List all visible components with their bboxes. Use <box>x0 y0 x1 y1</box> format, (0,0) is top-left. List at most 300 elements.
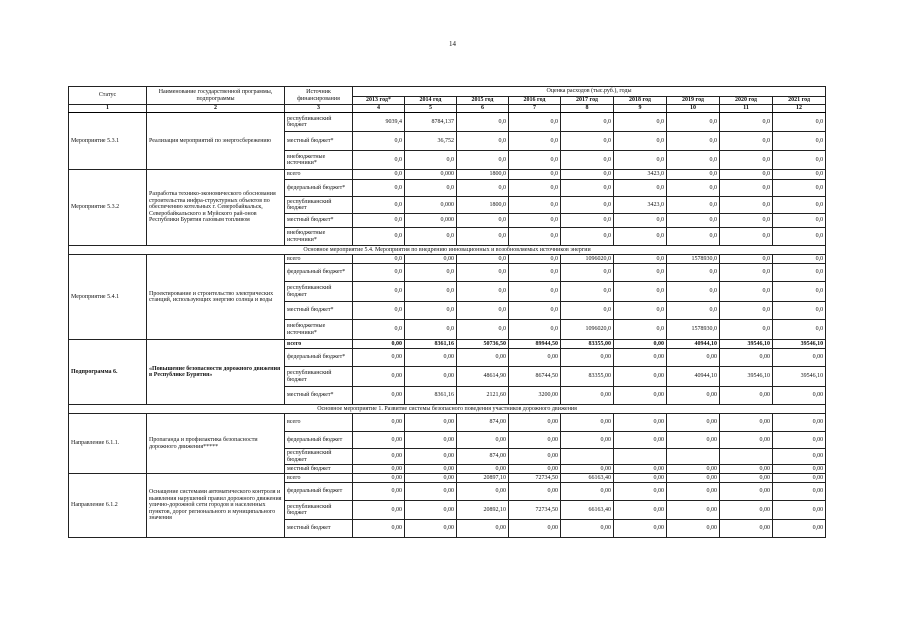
value-cell: 0,00 <box>614 520 667 538</box>
value-cell: 0,00 <box>405 474 457 483</box>
table-row <box>69 474 826 483</box>
value-cell: 0,0 <box>509 180 561 197</box>
source-cell: местный бюджет <box>285 465 353 474</box>
value-cell: 0,0 <box>614 180 667 197</box>
value-cell: 0,00 <box>773 449 826 465</box>
value-cell: 0,0 <box>561 228 614 246</box>
value-cell: 1800,0 <box>457 170 509 180</box>
value-cell: 0,0 <box>773 151 826 170</box>
value-cell: 0,00 <box>561 432 614 449</box>
column-number: 2 <box>147 105 285 113</box>
header-year: 2013 год* <box>353 97 405 105</box>
value-cell: 0,0 <box>614 228 667 246</box>
value-cell: 0,0 <box>353 264 405 282</box>
value-cell: 0,0 <box>509 197 561 214</box>
value-cell: 0,0 <box>509 113 561 132</box>
value-cell: 0,00 <box>773 483 826 501</box>
value-cell: 0,0 <box>667 170 720 180</box>
source-cell: всего <box>285 255 353 264</box>
value-cell <box>614 449 667 465</box>
value-cell: 0,0 <box>720 113 773 132</box>
value-cell: 0,00 <box>667 387 720 405</box>
value-cell: 0,00 <box>773 432 826 449</box>
section-row <box>69 246 826 255</box>
value-cell: 66163,40 <box>561 474 614 483</box>
status-cell: Мероприятие 5.3.2 <box>69 170 147 246</box>
value-cell: 0,00 <box>457 349 509 367</box>
value-cell: 0,0 <box>614 214 667 228</box>
value-cell: 0,0 <box>614 151 667 170</box>
source-cell: внебюджетные источники* <box>285 320 353 340</box>
value-cell: 0,0 <box>773 255 826 264</box>
value-cell: 0,00 <box>405 349 457 367</box>
value-cell: 0,00 <box>353 340 405 349</box>
value-cell: 0,0 <box>405 302 457 320</box>
value-cell: 0,00 <box>353 501 405 520</box>
source-cell: республиканский бюджет <box>285 367 353 387</box>
value-cell: 0,00 <box>720 474 773 483</box>
value-cell: 40944,10 <box>667 340 720 349</box>
value-cell: 0,0 <box>457 132 509 151</box>
value-cell: 0,0 <box>614 320 667 340</box>
value-cell: 3423,0 <box>614 170 667 180</box>
header-status: Статус <box>69 87 147 105</box>
value-cell: 0,00 <box>405 520 457 538</box>
value-cell: 0,0 <box>773 214 826 228</box>
value-cell: 0,00 <box>353 520 405 538</box>
value-cell: 0,0 <box>457 180 509 197</box>
value-cell: 0,00 <box>561 387 614 405</box>
source-cell: федеральный бюджет* <box>285 349 353 367</box>
value-cell: 8361,16 <box>405 387 457 405</box>
value-cell: 0,0 <box>509 282 561 302</box>
value-cell: 0,0 <box>720 151 773 170</box>
value-cell: 3423,0 <box>614 197 667 214</box>
source-cell: местный бюджет* <box>285 214 353 228</box>
value-cell: 0,00 <box>773 387 826 405</box>
value-cell: 874,00 <box>457 414 509 432</box>
table-header <box>69 87 826 113</box>
value-cell: 0,0 <box>561 113 614 132</box>
source-cell: местный бюджет* <box>285 387 353 405</box>
value-cell: 0,0 <box>353 180 405 197</box>
value-cell: 39546,10 <box>773 367 826 387</box>
name-cell: Реализация мероприятий по энергосбережению <box>147 113 285 170</box>
value-cell: 0,00 <box>773 349 826 367</box>
value-cell: 0,00 <box>720 349 773 367</box>
value-cell: 1096020,0 <box>561 320 614 340</box>
value-cell: 0,0 <box>509 151 561 170</box>
column-number: 5 <box>405 105 457 113</box>
value-cell: 0,0 <box>457 255 509 264</box>
name-cell: Разработка технико-экономического обоснования строительства инфра-структурных объектов по обеспечению котельных г. Северобайкальск, Северобайкальского и Муйского рай-онов Республики Бурятия газовым топливом <box>147 170 285 246</box>
table-row <box>69 113 826 132</box>
value-cell: 0,00 <box>720 414 773 432</box>
value-cell: 36,752 <box>405 132 457 151</box>
value-cell: 0,00 <box>667 414 720 432</box>
value-cell: 39546,10 <box>720 367 773 387</box>
status-cell: Мероприятие 5.3.1 <box>69 113 147 170</box>
header-year: 2018 год <box>614 97 667 105</box>
value-cell: 0,00 <box>509 449 561 465</box>
value-cell: 0,0 <box>457 214 509 228</box>
value-cell: 0,00 <box>353 449 405 465</box>
source-cell: местный бюджет* <box>285 302 353 320</box>
column-number: 4 <box>353 105 405 113</box>
value-cell: 0,00 <box>509 432 561 449</box>
source-cell: республиканский бюджет <box>285 113 353 132</box>
source-cell: федеральный бюджет <box>285 432 353 449</box>
value-cell: 0,0 <box>561 151 614 170</box>
value-cell: 0,0 <box>773 320 826 340</box>
value-cell: 0,0 <box>667 113 720 132</box>
value-cell: 72734,50 <box>509 501 561 520</box>
value-cell: 0,00 <box>614 432 667 449</box>
value-cell: 0,00 <box>405 414 457 432</box>
value-cell: 0,0 <box>509 170 561 180</box>
value-cell: 0,00 <box>353 432 405 449</box>
value-cell: 0,00 <box>405 449 457 465</box>
status-cell: Мероприятие 5.4.1 <box>69 255 147 340</box>
value-cell: 1800,0 <box>457 197 509 214</box>
column-number: 1 <box>69 105 147 113</box>
value-cell: 0,00 <box>720 387 773 405</box>
value-cell: 0,0 <box>667 282 720 302</box>
value-cell: 0,00 <box>667 432 720 449</box>
value-cell: 3200,00 <box>509 387 561 405</box>
table-body <box>69 113 826 538</box>
value-cell: 0,00 <box>353 483 405 501</box>
value-cell: 0,0 <box>353 228 405 246</box>
value-cell: 0,00 <box>457 465 509 474</box>
value-cell: 0,00 <box>667 474 720 483</box>
value-cell: 20897,10 <box>457 474 509 483</box>
value-cell: 0,0 <box>509 228 561 246</box>
value-cell: 0,00 <box>561 465 614 474</box>
value-cell: 0,0 <box>614 282 667 302</box>
value-cell: 0,00 <box>405 367 457 387</box>
section-row <box>69 405 826 414</box>
source-cell: республиканский бюджет <box>285 197 353 214</box>
value-cell: 0,00 <box>667 465 720 474</box>
value-cell: 0,0 <box>773 302 826 320</box>
value-cell: 0,00 <box>405 465 457 474</box>
value-cell: 0,00 <box>405 432 457 449</box>
value-cell: 8784,137 <box>405 113 457 132</box>
value-cell: 9039,4 <box>353 113 405 132</box>
value-cell: 0,000 <box>405 170 457 180</box>
table-row <box>69 414 826 432</box>
value-cell: 0,0 <box>561 264 614 282</box>
value-cell: 39546,10 <box>773 340 826 349</box>
table-row <box>69 255 826 264</box>
value-cell <box>561 449 614 465</box>
value-cell: 0,0 <box>720 255 773 264</box>
value-cell: 0,00 <box>773 474 826 483</box>
value-cell: 0,00 <box>509 349 561 367</box>
value-cell: 0,0 <box>561 214 614 228</box>
value-cell: 0,0 <box>457 151 509 170</box>
value-cell: 89944,50 <box>509 340 561 349</box>
header-source: Источник финансирования <box>285 87 353 105</box>
value-cell: 0,0 <box>720 170 773 180</box>
value-cell: 0,0 <box>457 302 509 320</box>
value-cell: 0,0 <box>353 255 405 264</box>
value-cell: 0,00 <box>614 501 667 520</box>
value-cell: 0,0 <box>405 282 457 302</box>
value-cell: 0,0 <box>720 228 773 246</box>
value-cell: 2121,60 <box>457 387 509 405</box>
value-cell: 1578930,0 <box>667 255 720 264</box>
value-cell: 0,0 <box>667 197 720 214</box>
value-cell: 0,0 <box>405 228 457 246</box>
value-cell: 0,00 <box>614 414 667 432</box>
value-cell: 0,00 <box>720 501 773 520</box>
header-year: 2015 год <box>457 97 509 105</box>
column-number: 9 <box>614 105 667 113</box>
value-cell: 0,0 <box>773 228 826 246</box>
column-number: 3 <box>285 105 353 113</box>
value-cell: 0,00 <box>614 465 667 474</box>
value-cell: 0,0 <box>405 180 457 197</box>
header-estimate: Оценка расходов (тыс.руб.), годы <box>353 87 826 97</box>
value-cell: 0,0 <box>720 320 773 340</box>
value-cell: 0,0 <box>667 180 720 197</box>
value-cell: 0,0 <box>509 132 561 151</box>
value-cell: 0,00 <box>773 465 826 474</box>
value-cell: 0,0 <box>773 170 826 180</box>
source-cell: всего <box>285 414 353 432</box>
source-cell: всего <box>285 474 353 483</box>
value-cell: 0,0 <box>561 170 614 180</box>
value-cell: 0,0 <box>667 151 720 170</box>
value-cell: 0,00 <box>405 255 457 264</box>
value-cell: 874,00 <box>457 449 509 465</box>
source-cell: республиканский бюджет <box>285 282 353 302</box>
value-cell: 0,0 <box>561 132 614 151</box>
value-cell: 0,0 <box>457 264 509 282</box>
value-cell: 0,0 <box>614 302 667 320</box>
value-cell: 0,0 <box>405 151 457 170</box>
name-cell: Оснащение системами автоматического контроля и выявления нарушений правил дорожного движения улично-дорожной сети городов и населенных пунктов, дорог регионального и муниципального значения <box>147 474 285 538</box>
value-cell: 0,00 <box>509 414 561 432</box>
column-number: 11 <box>720 105 773 113</box>
value-cell: 0,000 <box>405 197 457 214</box>
header-name: Наименование государственной программы, подпрограммы <box>147 87 285 105</box>
value-cell: 0,0 <box>667 214 720 228</box>
value-cell: 0,00 <box>457 520 509 538</box>
value-cell: 0,00 <box>457 432 509 449</box>
source-cell: федеральный бюджет* <box>285 264 353 282</box>
value-cell: 0,0 <box>457 228 509 246</box>
value-cell: 0,00 <box>773 520 826 538</box>
value-cell: 20892,10 <box>457 501 509 520</box>
value-cell: 0,0 <box>667 228 720 246</box>
value-cell: 0,0 <box>667 302 720 320</box>
value-cell: 0,0 <box>561 302 614 320</box>
value-cell: 0,00 <box>353 474 405 483</box>
status-cell: Направление 6.1.2 <box>69 474 147 538</box>
value-cell: 0,0 <box>509 302 561 320</box>
value-cell: 0,00 <box>773 414 826 432</box>
value-cell: 1096020,0 <box>561 255 614 264</box>
name-cell: Проектирование и строительство электрических станций, использующих энергию солнца и воды <box>147 255 285 340</box>
value-cell: 0,00 <box>561 520 614 538</box>
page-number: 14 <box>449 40 456 48</box>
value-cell: 0,00 <box>667 483 720 501</box>
value-cell: 0,0 <box>457 320 509 340</box>
source-cell: республиканский бюджет <box>285 501 353 520</box>
column-number: 7 <box>509 105 561 113</box>
value-cell: 0,0 <box>561 282 614 302</box>
value-cell: 0,0 <box>720 264 773 282</box>
value-cell: 0,00 <box>509 483 561 501</box>
value-cell: 0,00 <box>509 465 561 474</box>
value-cell: 0,00 <box>405 501 457 520</box>
value-cell: 0,0 <box>353 282 405 302</box>
value-cell: 0,0 <box>353 197 405 214</box>
value-cell: 0,0 <box>667 264 720 282</box>
value-cell: 0,0 <box>773 197 826 214</box>
value-cell: 0,00 <box>353 465 405 474</box>
value-cell: 0,0 <box>720 132 773 151</box>
value-cell: 0,0 <box>720 197 773 214</box>
value-cell: 0,00 <box>614 349 667 367</box>
value-cell: 72734,50 <box>509 474 561 483</box>
value-cell <box>667 449 720 465</box>
value-cell: 0,00 <box>667 501 720 520</box>
value-cell: 0,00 <box>614 367 667 387</box>
value-cell: 0,0 <box>405 264 457 282</box>
value-cell: 0,0 <box>405 320 457 340</box>
header-year: 2016 год <box>509 97 561 105</box>
value-cell: 0,0 <box>353 132 405 151</box>
source-cell: местный бюджет <box>285 520 353 538</box>
value-cell: 0,00 <box>353 349 405 367</box>
budget-table <box>68 86 826 538</box>
value-cell: 0,0 <box>720 214 773 228</box>
value-cell: 83355,00 <box>561 340 614 349</box>
value-cell: 0,0 <box>720 302 773 320</box>
value-cell: 0,00 <box>614 474 667 483</box>
header-year: 2021 год <box>773 97 826 105</box>
table-row <box>69 340 826 349</box>
section-title: Основное мероприятие 5.4. Мероприятия по внедрению инновационных и возобновляемых источников энергии <box>69 246 826 255</box>
source-cell: местный бюджет* <box>285 132 353 151</box>
source-cell: всего <box>285 340 353 349</box>
value-cell: 0,00 <box>773 501 826 520</box>
value-cell: 0,00 <box>614 340 667 349</box>
value-cell: 0,0 <box>614 255 667 264</box>
value-cell: 0,0 <box>667 132 720 151</box>
value-cell: 0,0 <box>561 180 614 197</box>
value-cell: 0,00 <box>405 483 457 501</box>
name-cell: Пропаганда и профилактика безопасности дорожного движения***** <box>147 414 285 474</box>
value-cell: 0,00 <box>720 432 773 449</box>
value-cell: 66163,40 <box>561 501 614 520</box>
value-cell: 0,00 <box>720 483 773 501</box>
value-cell: 86744,50 <box>509 367 561 387</box>
value-cell: 0,0 <box>509 264 561 282</box>
value-cell: 0,0 <box>509 255 561 264</box>
value-cell: 0,0 <box>457 113 509 132</box>
value-cell: 0,00 <box>720 520 773 538</box>
value-cell: 0,0 <box>509 214 561 228</box>
value-cell: 0,00 <box>457 483 509 501</box>
value-cell: 0,00 <box>509 520 561 538</box>
value-cell: 0,0 <box>353 170 405 180</box>
value-cell: 0,0 <box>773 113 826 132</box>
value-cell: 39546,10 <box>720 340 773 349</box>
source-cell: федеральный бюджет <box>285 483 353 501</box>
status-cell: Подпрограмма 6. <box>69 340 147 405</box>
column-number: 12 <box>773 105 826 113</box>
column-number: 8 <box>561 105 614 113</box>
value-cell: 83355,00 <box>561 367 614 387</box>
header-year: 2017 год <box>561 97 614 105</box>
value-cell: 0,00 <box>561 483 614 501</box>
value-cell: 0,00 <box>353 414 405 432</box>
value-cell: 0,0 <box>720 282 773 302</box>
value-cell: 0,00 <box>667 349 720 367</box>
value-cell: 40944,10 <box>667 367 720 387</box>
source-cell: всего <box>285 170 353 180</box>
value-cell: 0,0 <box>353 302 405 320</box>
value-cell: 0,0 <box>457 282 509 302</box>
header-year: 2020 год <box>720 97 773 105</box>
value-cell: 0,0 <box>353 320 405 340</box>
value-cell: 0,0 <box>614 132 667 151</box>
source-cell: внебюджетные источники* <box>285 228 353 246</box>
value-cell: 0,0 <box>773 264 826 282</box>
value-cell: 0,0 <box>614 264 667 282</box>
source-cell: федеральный бюджет* <box>285 180 353 197</box>
section-title: Основное мероприятие 1. Развитие системы безопасного поведения участников дорожного движения <box>69 405 826 414</box>
header-year: 2014 год <box>405 97 457 105</box>
table-row <box>69 170 826 180</box>
value-cell: 0,00 <box>614 387 667 405</box>
value-cell <box>720 449 773 465</box>
value-cell: 0,0 <box>720 180 773 197</box>
value-cell: 0,00 <box>720 465 773 474</box>
source-cell: внебюджетные источники* <box>285 151 353 170</box>
value-cell: 0,00 <box>614 483 667 501</box>
value-cell: 0,00 <box>561 414 614 432</box>
value-cell: 0,0 <box>614 113 667 132</box>
value-cell: 48614,90 <box>457 367 509 387</box>
value-cell: 0,0 <box>509 320 561 340</box>
value-cell: 0,000 <box>405 214 457 228</box>
source-cell: республиканский бюджет <box>285 449 353 465</box>
value-cell: 0,0 <box>353 151 405 170</box>
value-cell: 0,00 <box>667 520 720 538</box>
value-cell: 0,0 <box>773 282 826 302</box>
value-cell: 0,0 <box>561 197 614 214</box>
value-cell: 0,00 <box>353 387 405 405</box>
header-year: 2019 год <box>667 97 720 105</box>
column-number: 10 <box>667 105 720 113</box>
value-cell: 0,00 <box>561 349 614 367</box>
name-cell: «Повышение безопасности дорожного движения в Республике Бурятия» <box>147 340 285 405</box>
value-cell: 0,0 <box>773 132 826 151</box>
column-number: 6 <box>457 105 509 113</box>
value-cell: 0,0 <box>353 214 405 228</box>
value-cell: 1578930,0 <box>667 320 720 340</box>
status-cell: Направление 6.1.1. <box>69 414 147 474</box>
value-cell: 8361,16 <box>405 340 457 349</box>
value-cell: 50736,50 <box>457 340 509 349</box>
value-cell: 0,0 <box>773 180 826 197</box>
